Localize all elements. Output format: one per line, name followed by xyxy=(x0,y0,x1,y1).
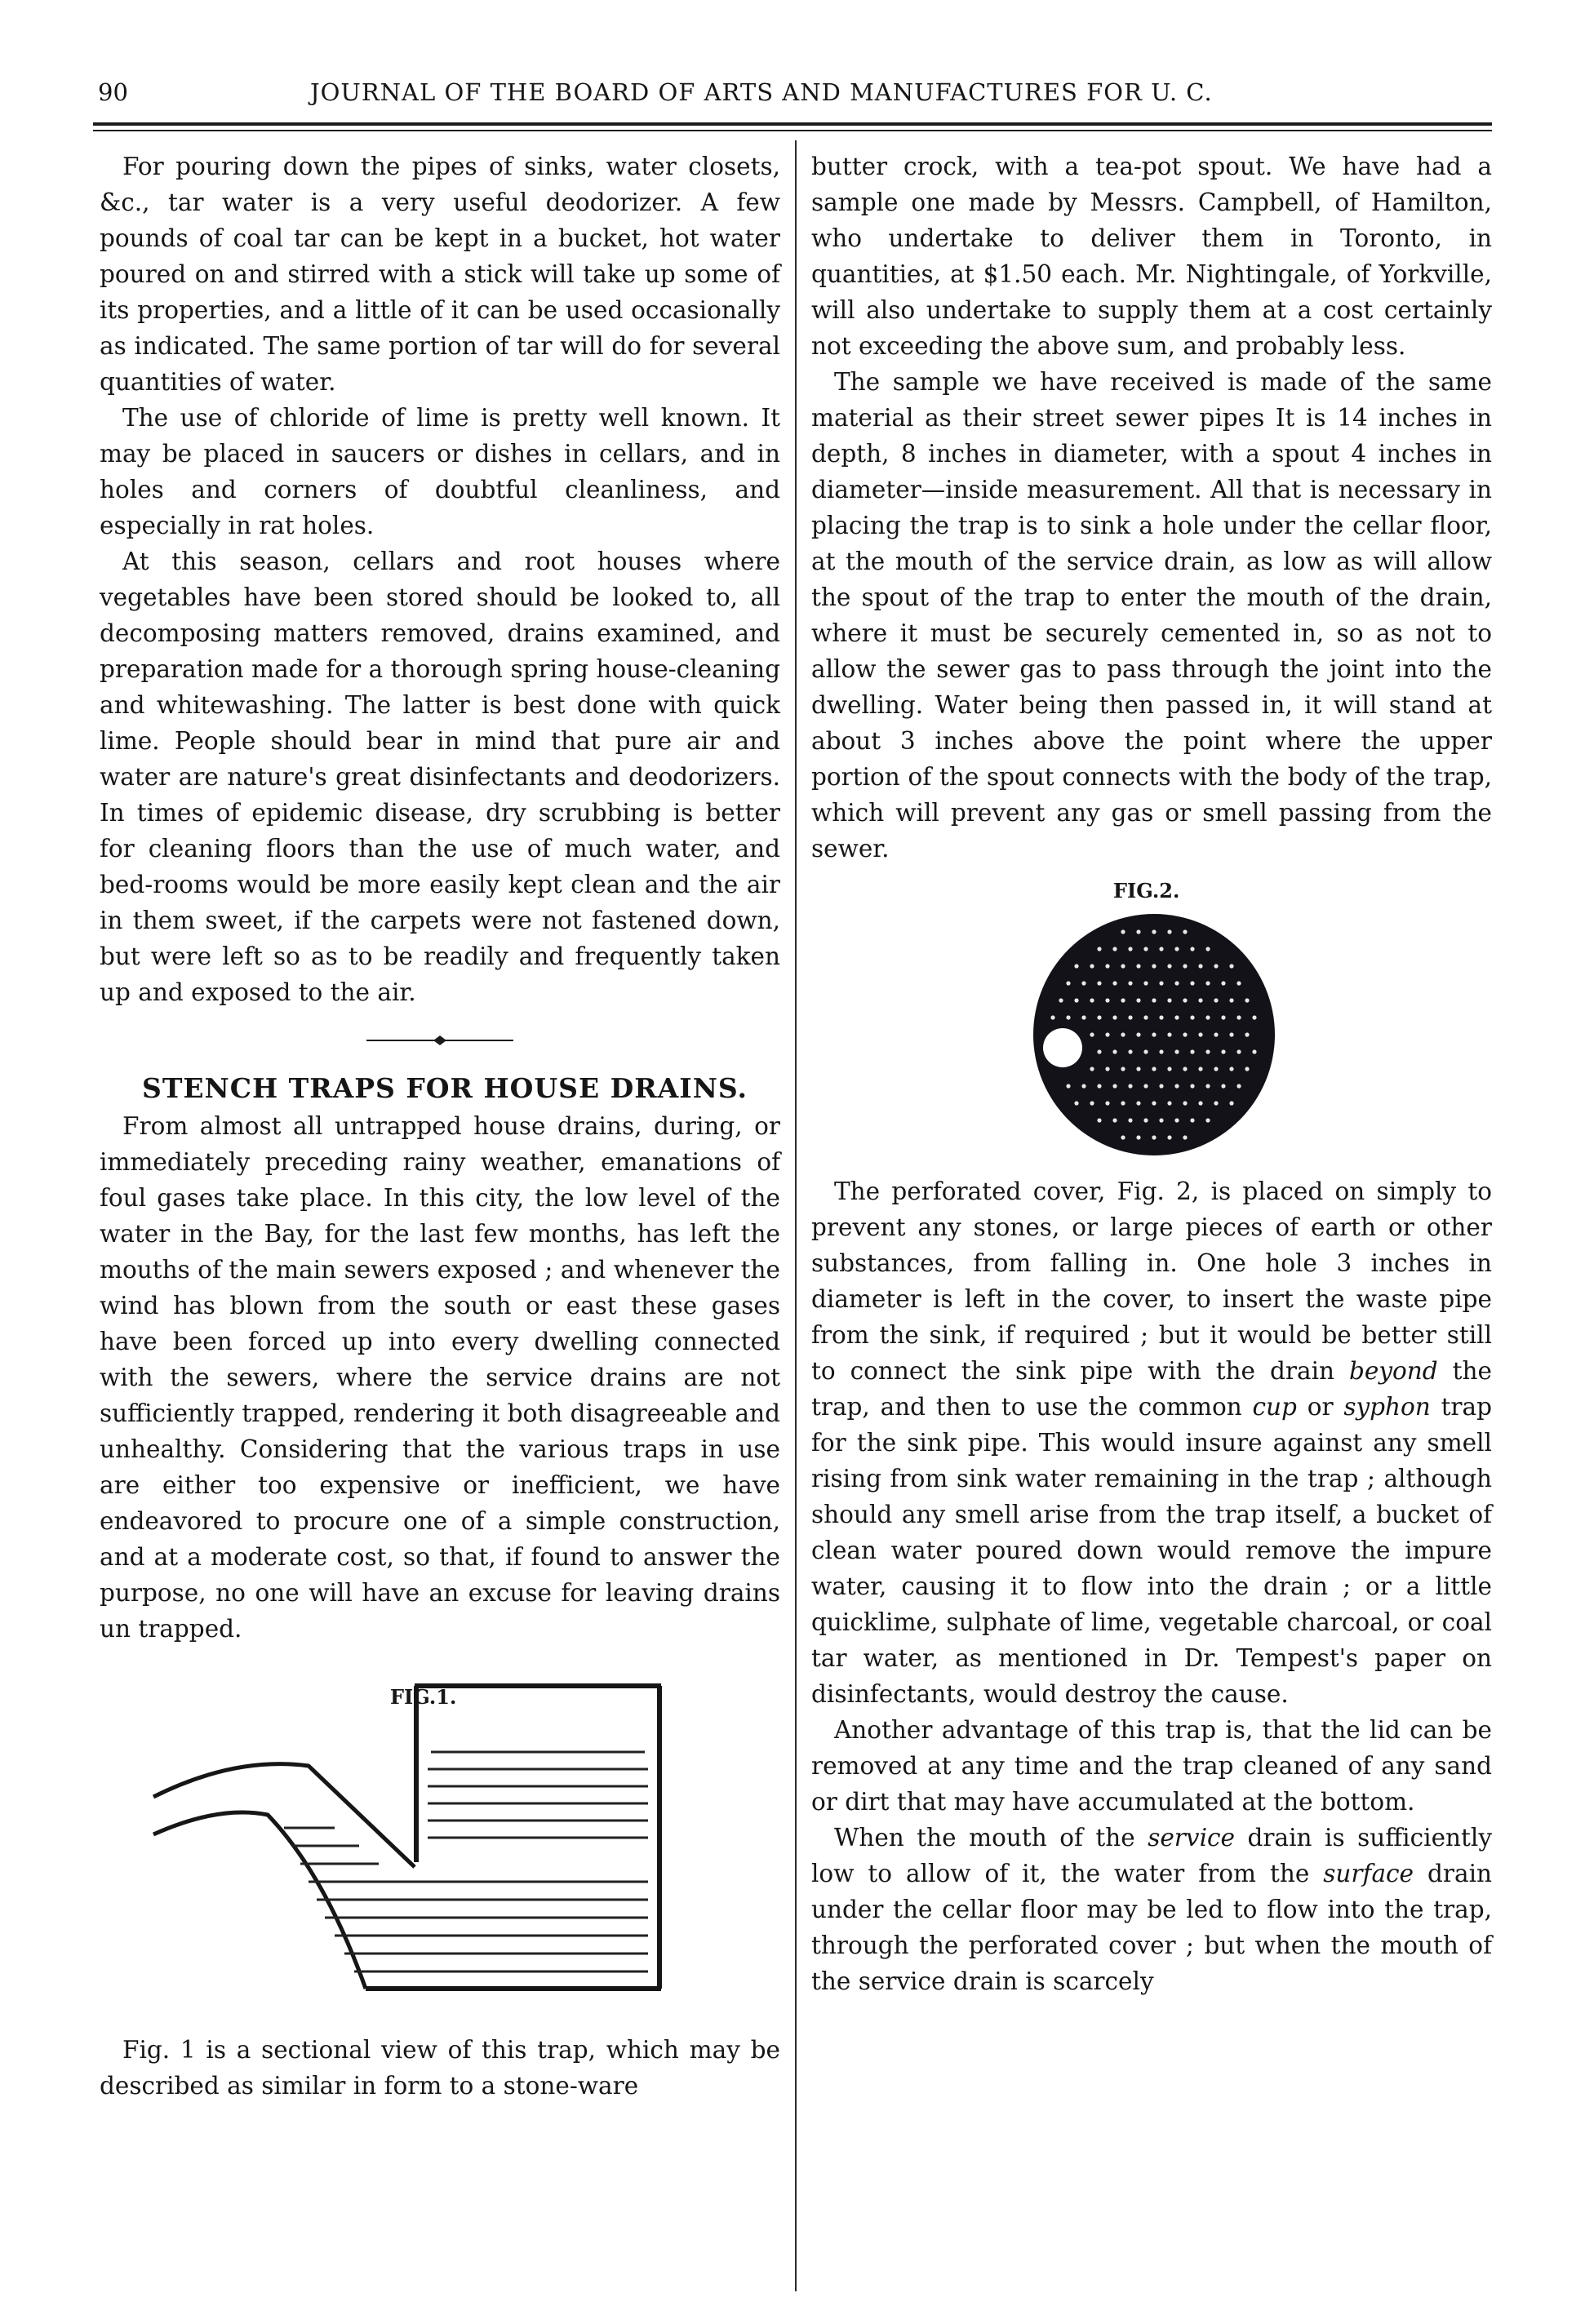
header-rule-thin xyxy=(93,130,1492,131)
running-head: JOURNAL OF THE BOARD OF ARTS AND MANUFACTURES FOR U. C. xyxy=(310,78,1213,106)
page-number: 90 xyxy=(98,78,128,106)
header-rule xyxy=(93,122,1492,126)
figure-2-perforated-cover xyxy=(1007,875,1301,1160)
paragraph-lid-removal: Another advantage of this trap is, that the lid can be removed at any time and the trap cleaned of any sand or dirt that may have accumulated at the bottom. xyxy=(811,1716,1492,1816)
waste-pipe-hole xyxy=(1043,1028,1082,1067)
paragraph-tar-water: For pouring down the pipes of sinks, water closets, &c., tar water is a very useful deodorizer. A few pounds of coal tar can be kept in a bucket, hot water poured on and stirred with a stick will take up some of its properties, and a little of it can be used occasionally as indicated. The same portion of tar will do for several quantities of water. xyxy=(100,153,780,396)
paragraph-chloride-of-lime: The use of chloride of lime is pretty well known. It may be placed in saucers or dishes in cellars, and in holes and corners of doubtful cleanliness, and especially in rat holes. xyxy=(100,404,780,539)
paragraph-perforated-cover: The perforated cover, Fig. 2, is placed on simply to prevent any stones, or large pieces of earth or other substances, from falling in. One hole 3 inches in diameter is left in the cover, to insert the waste pipe from the sink, if required ; but it would be better still to connect the sink pipe with the drain beyond the trap, and then to use the common cup or syphon trap for the sink pipe. This would insure against any smell rising from sink water remaining in the trap ; although should any smell arise from the trap itself, a bucket of clean water poured down would remove the impure water, causing it to flow into the drain ; or a little quicklime, sulphate of lime, vegetable charcoal, or coal tar water, as mentioned in Dr. Tempest's paper on disinfectants, would destroy the cause. xyxy=(811,1178,1492,1708)
figure-1-label: FIG.1. xyxy=(390,1685,457,1709)
figure-2-label: FIG.2. xyxy=(1113,879,1180,903)
paragraph-service-drain: When the mouth of the service drain is sufficiently low to allow of it, the water from the surface drain under the cellar floor may be led to flow into the trap, through the perforated cover ; but when the mouth of the service drain is scarcely xyxy=(811,1824,1492,1995)
paragraph-untrapped-drains: From almost all untrapped house drains, during, or immediately preceding rainy weather, emanations of foul gases take place. In this city, the low level of the water in the Bay, for the last few months, has left the mouths of the main sewers exposed ; and whenever the wind has blown from the south or east these gases have been forced up into every dwelling connected with the sewers, where the service drains are not sufficiently trapped, rendering it both disagreeable and unhealthy. Considering that the various traps in use are either too expensive or inefficient, we have endeavored to procure one of a simple construction, and at a moderate cost, so that, if found to answer the purpose, no one will have an excuse for leaving drains un trapped. xyxy=(100,1112,780,1643)
left-column xyxy=(100,149,780,2104)
column-divider xyxy=(795,140,797,2291)
section-title: STENCH TRAPS FOR HOUSE DRAINS. xyxy=(142,1072,748,1104)
paragraph-cellars: At this season, cellars and root houses where vegetables have been stored should be looked to, all decomposing matters removed, drains examined, and preparation made for a thorough spring house-cleaning and whitewashing. The latter is best done with quick lime. People should bear in mind that pure air and water are nature's great disinfectants and deodorizers. In times of epidemic disease, dry scrubbing is better for cleaning floors than the use of much water, and bed-rooms would be more easily kept clean and the air in them sweet, if the carpets were not fastened down, but were left so as to be readily and frequently taken up and exposed to the air. xyxy=(100,548,780,1006)
right-column xyxy=(811,149,1492,1999)
figure-1-trap-section xyxy=(145,1674,766,2017)
section-divider-ornament xyxy=(366,1035,513,1046)
paragraph-sample-trap: The sample we have received is made of the same material as their street sewer pipes It is 14 inches in depth, 8 inches in diameter, with a spout 4 inches in diameter—inside measurement. All that is necessary in placing the trap is to sink a hole under the cellar floor, at the mouth of the service drain, as low as will allow the spout of the trap to enter the mouth of the drain, where it must be securely cemented in, so as not to allow the sewer gas to pass through the joint into the dwelling. Water being then passed in, it will stand at about 3 inches above the point where the upper portion of the spout connects with the body of the trap, which will prevent any gas or smell passing from the sewer. xyxy=(811,368,1492,863)
paragraph-butter-crock: butter crock, with a tea-pot spout. We have had a sample one made by Messrs. Campbell, of Hamilton, who undertake to deliver them in Toronto, in quantities, at $1.50 each. Mr. Nightingale, of Yorkville, will also undertake to supply them at a cost certainly not exceeding the above sum, and probably less. xyxy=(811,153,1492,360)
paragraph-fig1-description: Fig. 1 is a sectional view of this trap, which may be described as similar in form to a stone-ware xyxy=(100,2036,780,2100)
